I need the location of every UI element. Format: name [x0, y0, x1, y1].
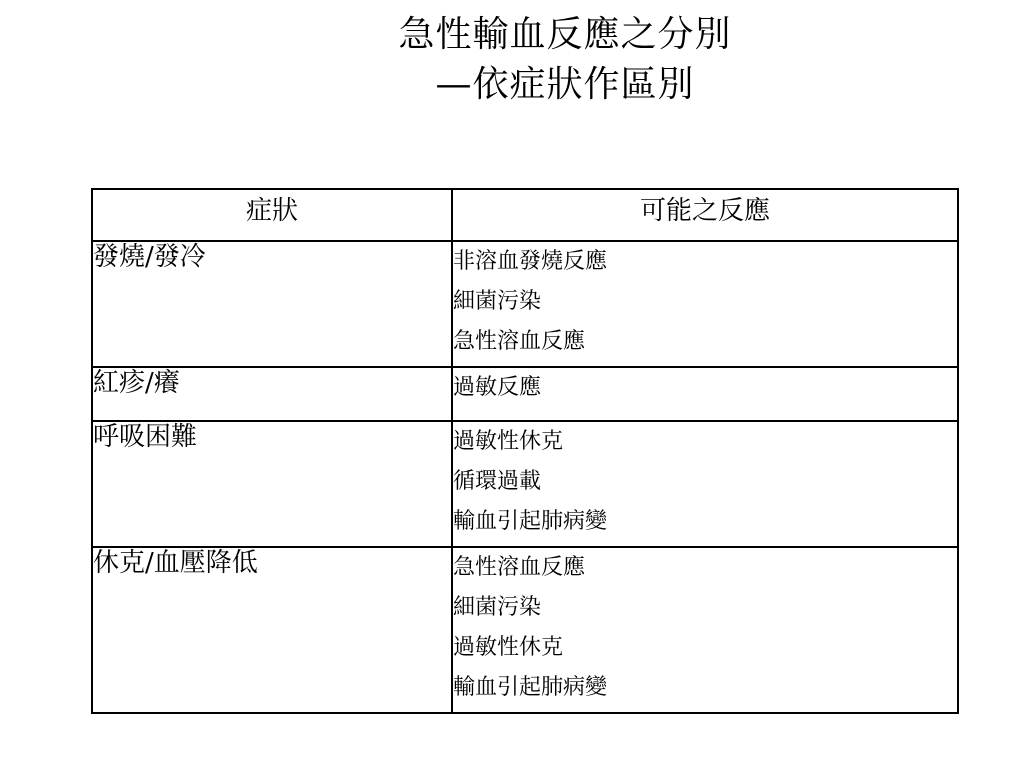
reaction-item: 細菌污染	[453, 595, 542, 620]
column-header-possible-reaction: 可能之反應	[452, 189, 958, 241]
symptom-cell: 紅疹/癢	[92, 367, 452, 421]
reaction-item: 過敏性休克	[453, 635, 564, 660]
table-row	[92, 241, 958, 367]
reaction-item: 循環過載	[453, 469, 542, 494]
reaction-item: 細菌污染	[453, 289, 542, 314]
table-row	[92, 421, 958, 547]
column-header-symptom: 症狀	[92, 189, 452, 241]
reaction-item: 急性溶血反應	[453, 329, 586, 354]
reaction-item: 過敏性休克	[453, 429, 564, 454]
symptom-cell: 呼吸困難	[92, 421, 452, 547]
title-line-1: 急性輸血反應之分別	[398, 14, 732, 55]
reaction-item: 輸血引起肺病變	[453, 675, 608, 700]
reaction-cell	[452, 367, 958, 421]
symptom-cell: 發燒/發冷	[92, 241, 452, 367]
table-row	[92, 547, 958, 713]
reaction-item: 輸血引起肺病變	[453, 509, 608, 534]
reaction-cell	[452, 421, 958, 547]
title-line-2: —依症狀作區別	[435, 64, 695, 105]
reaction-item: 過敏反應	[453, 375, 542, 400]
table-row	[92, 367, 958, 421]
symptom-cell: 休克/血壓降低	[92, 547, 452, 713]
symptom-reaction-table	[91, 188, 959, 714]
reaction-cell	[452, 547, 958, 713]
reaction-item: 非溶血發燒反應	[453, 249, 608, 274]
page-title	[0, 10, 1024, 110]
reaction-item: 急性溶血反應	[453, 555, 586, 580]
reaction-cell	[452, 241, 958, 367]
table-header-row	[92, 189, 958, 241]
